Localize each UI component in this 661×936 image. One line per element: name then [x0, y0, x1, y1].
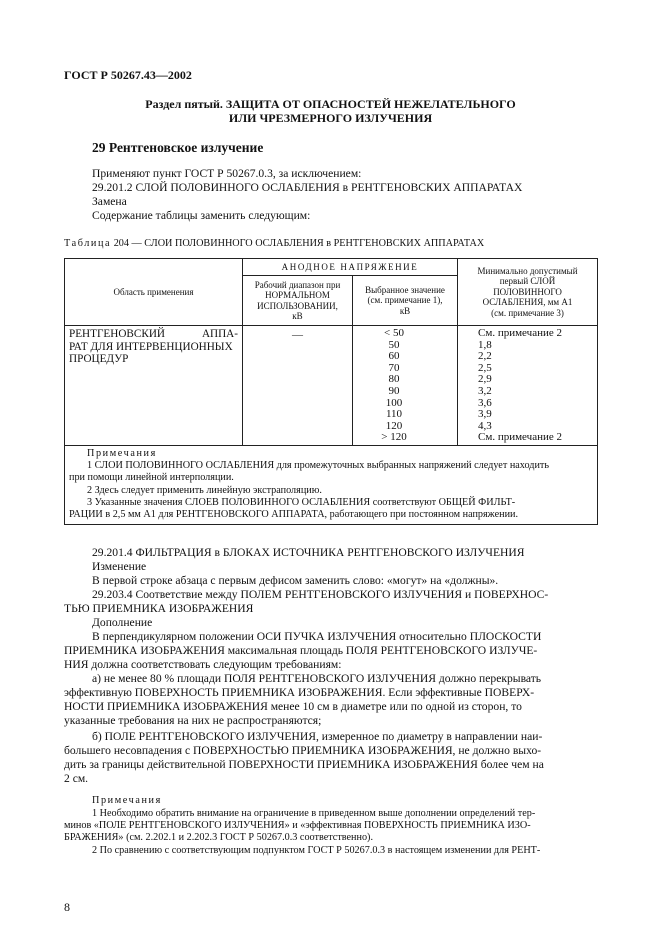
selected-voltage-value: 90	[388, 384, 400, 397]
header-range-line: НОРМАЛЬНОМ	[265, 290, 330, 300]
document-header: ГОСТ Р 50267.43—2002	[64, 68, 192, 82]
min-layer-value: См. примечание 2	[478, 431, 562, 444]
header-selected-line: (см. примечание 1),	[367, 295, 443, 306]
area-line: ПРОЦЕДУР	[69, 353, 129, 366]
header-min-line: Минимально допустимый	[477, 265, 578, 276]
bottom-note-line: БРАЖЕНИЯ» (см. 2.202.1 и 2.202.3 ГОСТ Р 50267.0.3 соответственно).	[64, 832, 373, 843]
selected-voltage-value: 70	[388, 361, 400, 374]
header-min-line: (см. примечание 3)	[491, 307, 564, 318]
min-layer-value: 4,3	[478, 419, 492, 432]
selected-voltage-value: 50	[388, 338, 400, 351]
body-line: большего несовпадения с ПОВЕРХНОСТЬЮ ПРИЕМНИКА ИЗОБРАЖЕНИЯ, не должно выхо-	[64, 744, 542, 757]
intro-line: 29.201.2 СЛОЙ ПОЛОВИННОГО ОСЛАБЛЕНИЯ в РЕНТГЕНОВСКИХ АППАРАТАХ	[92, 181, 523, 194]
body-line: ТЬЮ ПРИЕМНИКА ИЗОБРАЖЕНИЯ	[64, 602, 254, 615]
body-line: б) ПОЛЕ РЕНТГЕНОВСКОГО ИЗЛУЧЕНИЯ, измеренное по диаметру в направлении наи-	[92, 730, 543, 743]
header-selected-line: кВ	[399, 305, 411, 316]
table-caption-label: Таблица	[64, 238, 112, 249]
body-line: 29.203.4 Соответствие между ПОЛЕМ РЕНТГЕНОВСКОГО ИЗЛУЧЕНИЯ и ПОВЕРХНОС-	[92, 588, 549, 601]
body-line: 29.201.4 ФИЛЬТРАЦИЯ в БЛОКАХ ИСТОЧНИКА РЕНТГЕНОВСКОГО ИЗЛУЧЕНИЯ	[92, 546, 525, 559]
header-range-line: ИСПОЛЬЗОВАНИИ,	[257, 300, 338, 311]
min-layer-value: 1,8	[478, 338, 492, 351]
operating-range-value: —	[292, 329, 303, 341]
header-selected-line: Выбранное значение	[365, 284, 445, 295]
intro-line: Применяют пункт ГОСТ Р 50267.0.3, за исключением:	[92, 167, 362, 180]
selected-voltage-value: 80	[388, 373, 400, 386]
table-notes-title: Примечания	[87, 448, 157, 459]
body-line: указанные требования на них не распространяются;	[64, 714, 322, 727]
section-title-line-1: Раздел пятый. ЗАЩИТА ОТ ОПАСНОСТЕЙ НЕЖЕЛАТЕЛЬНОГО	[145, 97, 516, 111]
half-value-layer-table	[64, 258, 598, 525]
intro-line: Замена	[92, 195, 127, 208]
selected-voltage-value: 100	[385, 396, 403, 409]
voltage-list	[353, 328, 435, 444]
body-line: Дополнение	[92, 616, 153, 629]
body-line: Изменение	[92, 560, 147, 573]
header-area-label: Область применения	[113, 286, 194, 297]
table-caption	[64, 238, 484, 249]
header-range-line: Рабочий диапазон при	[254, 279, 341, 290]
body-line: а) не менее 80 % площади ПОЛЯ РЕНТГЕНОВСКОГО ИЗЛУЧЕНИЯ должно перекрывать	[92, 672, 542, 685]
table-caption-text: 204 — СЛОИ ПОЛОВИННОГО ОСЛАБЛЕНИЯ в РЕНТГЕНОВСКИХ АППАРАТАХ	[113, 238, 485, 249]
table-note-line: 2 Здесь следует применить линейную экстраполяцию.	[87, 484, 322, 496]
min-layer-value: 3,2	[478, 384, 492, 397]
bottom-note-line: 2 По сравнению с соответствующим подпунктом ГОСТ Р 50267.0.3 в настоящем изменении для РЕНТ-	[92, 845, 541, 856]
table-note-line: РАЦИИ в 2,5 мм А1 для РЕНТГЕНОВСКОГО АППАРАТА, работающего при постоянном напряжении.	[69, 509, 519, 521]
selected-voltage-value: 60	[388, 350, 400, 363]
min-layer-value: 2,2	[478, 350, 492, 363]
bottom-notes-title: Примечания	[92, 795, 162, 806]
min-layer-value: 2,5	[478, 361, 492, 374]
page-number: 8	[64, 900, 70, 914]
header-min-line: ОСЛАБЛЕНИЯ, мм А1	[482, 297, 573, 308]
selected-voltage-value: < 50	[384, 327, 404, 339]
header-range-line: кВ	[292, 311, 303, 321]
body-line: дить за границы действительной ПОВЕРХНОСТИ ПРИЕМНИКА ИЗОБРАЖЕНИЯ более чем на	[64, 758, 544, 771]
cell-voltages	[353, 326, 458, 446]
bottom-note-line: минов «ПОЛЕ РЕНТГЕНОВСКОГО ИЗЛУЧЕНИЯ» и «эффективная ПОВЕРХНОСТЬ ПРИЕМНИКА ИЗО-	[64, 820, 531, 831]
body-line: 2 см.	[64, 772, 89, 785]
table-notes	[65, 446, 598, 525]
selected-voltage-value: 110	[385, 408, 403, 421]
header-anode-label: АНОДНОЕ НАПРЯЖЕНИЕ	[281, 261, 419, 272]
table-note-line: 1 СЛОИ ПОЛОВИННОГО ОСЛАБЛЕНИЯ для промежуточных выбранных напряжений следует находить	[87, 460, 550, 472]
body-line: НИЯ должна соответствовать следующим требованиям:	[64, 658, 342, 671]
body-line: ПРИЕМНИКА ИЗОБРАЖЕНИЯ максимальная площадь ПОЛЯ РЕНТГЕНОВСКОГО ИЗЛУЧЕ-	[64, 644, 538, 657]
table-note-line: при помощи линейной интерполяции.	[69, 472, 234, 484]
area-line: РЕНТГЕНОВСКИЙ АППА-	[69, 328, 238, 340]
body-line: НОСТИ ПРИЕМНИКА ИЗОБРАЖЕНИЯ менее 10 см в диаметре или по одной из сторон, то	[64, 700, 522, 713]
area-line: РАТ ДЛЯ ИНТЕРВЕНЦИОННЫХ	[69, 340, 233, 353]
selected-voltage-value: 120	[385, 419, 403, 432]
min-layer-value: 2,9	[478, 373, 492, 386]
min-layer-value: 3,6	[478, 396, 492, 409]
body-line: В перпендикулярном положении ОСИ ПУЧКА ИЗЛУЧЕНИЯ относительно ПЛОСКОСТИ	[92, 630, 542, 643]
table-note-line: 3 Указанные значения СЛОЕВ ПОЛОВИННОГО ОСЛАБЛЕНИЯ соответствуют ОБЩЕЙ ФИЛЬТ-	[87, 496, 516, 508]
clause-heading: 29 Рентгеновское излучение	[92, 140, 264, 155]
header-min-line: ПОЛОВИННОГО	[493, 286, 562, 297]
header-min-line: первый СЛОЙ	[499, 276, 556, 287]
min-layer-value: 3,9	[478, 408, 492, 421]
cell-application-area	[65, 326, 243, 446]
header-range	[243, 276, 353, 326]
body-line: В первой строке абзаца с первым дефисом заменить слово: «могут» на «должны».	[92, 574, 499, 587]
selected-voltage-value: > 120	[381, 431, 407, 444]
header-selected	[353, 276, 458, 326]
header-anode	[243, 259, 458, 276]
header-area	[65, 259, 243, 326]
bottom-note-line: 1 Необходимо обратить внимание на ограничение в приведенном выше дополнении определений тер-	[92, 808, 536, 819]
cell-layers	[458, 326, 598, 446]
intro-line: Содержание таблицы заменить следующим:	[92, 209, 311, 222]
layer-list	[478, 328, 597, 444]
section-title-line-2: ИЛИ ЧРЕЗМЕРНОГО ИЗЛУЧЕНИЯ	[228, 111, 433, 125]
body-line: эффективную ПОВЕРХНОСТЬ ПРИЕМНИКА ИЗОБРАЖЕНИЯ. Если эффективные ПОВЕРХ-	[64, 686, 535, 699]
min-layer-value: См. примечание 2	[478, 327, 562, 339]
header-min-layer	[458, 259, 598, 326]
cell-operating-range	[243, 326, 353, 446]
